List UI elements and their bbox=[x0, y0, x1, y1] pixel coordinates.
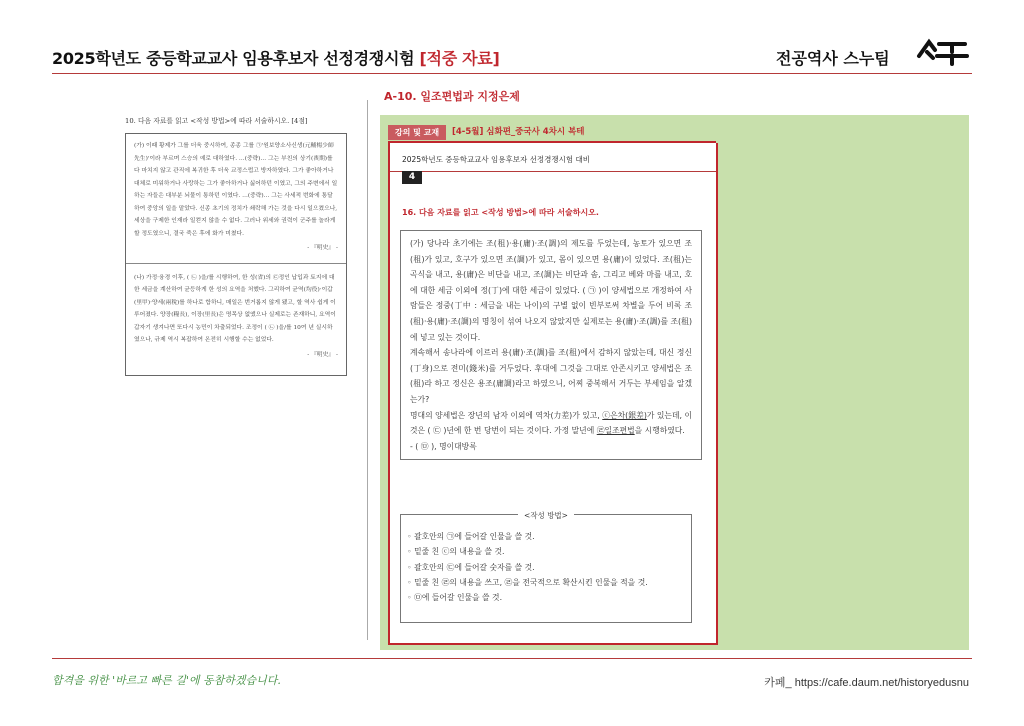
snu-logo-icon bbox=[915, 36, 969, 66]
underline-eunca: ⓒ은차(銀差) bbox=[602, 410, 647, 420]
method-title: <작성 방법> bbox=[518, 511, 574, 520]
lecture-tag: 강의 및 교재 bbox=[388, 125, 446, 140]
lecture-title: [4-5월] 심화편_중국사 4차시 복테 bbox=[452, 127, 585, 137]
exam-passage-1: (가) 당나라 초기에는 조(租)·용(庸)·조(調)의 제도를 두었는데, 농토가 있으면 조(租)가 있고, 호구가 있으면 조(調)가 있고, 몸이 있으면 용(庸)이 있었다. 조(租)는 곡식을 내고, 용(庸)은 비단을 내고, 조(調)는 비단과 솜, 그리고 베와 마를 내고, 호에 대한 세금 이외에 정(丁)에 대한 세금이 있었다. ( ㉠ )이 양세법으로 개정하여 사람들은 정중(丁中 : 세금을 내는 나이)의 구별 없이 빈부로써 차별을 두어 비록 조(租)·용(庸)·조(調)의 명칭이 섞여 나오지 않았지만 실제로는 용(庸)·조(調)를 조(租)에 넣고 있는 것이다. bbox=[410, 239, 692, 342]
header-rule bbox=[52, 73, 972, 74]
method-item: ◦ 밑줄 친 ㉣의 내용을 쓰고, ㉣을 전국적으로 확산시킨 인물을 적을 것. bbox=[407, 577, 648, 587]
page-title-main: 2025학년도 중등학교교사 임용후보자 선정경쟁시험 bbox=[52, 49, 415, 68]
exam-passage-3a: 명대의 양세법은 장년의 남자 이외에 역차(力差)가 있고, bbox=[410, 410, 603, 420]
exam-passage-source: - ( ㉤ ), 명이대방록 bbox=[410, 441, 477, 451]
exam-header-rule bbox=[390, 171, 716, 172]
exam-question: 16. 다음 자료를 읽고 <작성 방법>에 따라 서술하시오. bbox=[402, 208, 599, 217]
scanned-exam-page bbox=[125, 115, 347, 376]
exam-header: 2025학년도 중등학교교사 임용후보자 선정경쟁시험 대비 bbox=[402, 155, 591, 164]
page-title-accent: [적중 자료] bbox=[419, 49, 500, 68]
scanned-separator bbox=[126, 263, 346, 264]
section-title: A-10. 일조편법과 지정은제 bbox=[384, 90, 520, 103]
page-title bbox=[52, 46, 499, 69]
scanned-passage-box bbox=[125, 133, 347, 376]
footer-cafe-link[interactable]: 카페_ https://cafe.daum.net/historyedusnu bbox=[764, 677, 969, 689]
underline-iljo: ㉣일조편법 bbox=[596, 426, 635, 436]
brand-name: 전공역사 스누팀 bbox=[776, 49, 890, 68]
exam-number-badge: 4 bbox=[402, 171, 422, 184]
column-divider bbox=[367, 100, 368, 640]
exam-passage-2: 계속해서 송나라에 이르러 용(庸)·조(調)를 조(租)에서 감하지 않았는데, 대신 정신(丁身)으로 전미(錢米)를 거두었다. 후대에 그것을 그대로 안존시키고 양세법은 조(租)라 하고 정신은 용조(庸調)라고 하였으니, 어찌 중복해서 거두는 부세임을 알겠는가? bbox=[410, 348, 692, 404]
footer-slogan: 합격을 위한 '바르고 빠른 길'에 동참하겠습니다. bbox=[52, 674, 281, 687]
method-item: ◦ 괄호안의 ㉢에 들어갈 숫자를 쓸 것. bbox=[407, 562, 535, 572]
footer-rule bbox=[52, 658, 972, 659]
scanned-question: 10. 다음 자료를 읽고 <작성 방법>에 따라 서술하시오. [4점] bbox=[125, 117, 308, 125]
scanned-passage-na: (나) 가정·융경 이후, ( ㉡ )을/를 시행하여, 한 성(省)의 ㉢정인 납입과 토지에 대한 세금을 계산하여 균등하게 한 성의 요역을 처했다. 그리하여 균역(均役)·이갑(里甲)·양세(兩稅)를 하나로 합하니, 매일은 번거롭지 않게 됐고, 할 역사 쉽게 이루어졌다. 양장(糧長), 이장(里長)은 명목상 없앴으나 실제로는 존재하니, 요역이 갑자기 생겨나면 또다시 농민이 차출되었다. 조정이 ( ㉡ )을/를 10여 년 실시하였으나, 규제 역시 복잡하여 온전히 시행할 수는 없었다. bbox=[134, 274, 336, 343]
method-item: ◦ ㉤에 들어갈 인물을 쓸 것. bbox=[407, 593, 503, 603]
scanned-passage-ga: (가) 이때 황제가 그를 더욱 중시하여, 종종 그를 ㉠'원보양소사신생(元輔楊少師先生)'이라 부르며 스승의 예로 대하였다. …(중략)… 그는 부친의 상기(喪期)를 다 마치지 않고 관직에 복귀한 후 더욱 교정스럽고 방자하였다. 그가 좋아하거나 대체로 미워하거나 사랑하는 그가 좋아하거나 싫어하던 이였고, 그의 주변에서 일하는 자들은 대부분 뇌물이 통하던 이였다. …(중략)… 그는 사세적 번화에 통달하여 중앙의 일을 맡았다. 신종 초기의 정치가 쇄락해 가는 것을 다시 일으켰으나, 세상을 구제한 인재라 일컫지 않을 수 없다. 그러나 위세와 권력이 군주를 놀라게 할 정도였으니, 결국 죽은 후에 화가 미쳤다. bbox=[134, 143, 338, 237]
method-item: ◦ 괄호안의 ㉠에 들어갈 인물을 쓸 것. bbox=[407, 532, 535, 541]
exam-passage-3 bbox=[410, 408, 692, 439]
exam-card bbox=[388, 143, 718, 645]
method-box bbox=[400, 511, 692, 623]
exam-passage-box bbox=[400, 230, 702, 460]
exam-passage-3c: 을 시행하였다. bbox=[634, 426, 685, 436]
method-item: ◦ 밑줄 친 ⓒ의 내용을 쓸 것. bbox=[407, 547, 505, 557]
scanned-source-ga: - 『明史』 - bbox=[307, 245, 338, 251]
scanned-source-na: - 『明史』 - bbox=[307, 351, 338, 358]
method-list bbox=[407, 529, 683, 605]
exam-passage-3b: 가 있는데, 이것은 ( ㉢ )년에 한 번 당번이 되는 것이다. 가정 말년에 bbox=[410, 410, 692, 436]
